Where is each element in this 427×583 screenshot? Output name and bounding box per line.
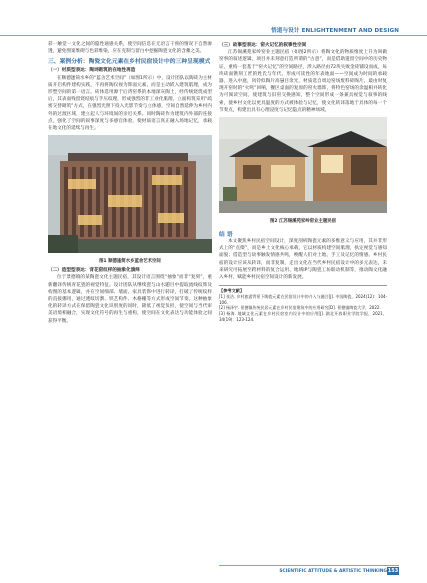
section-title: 三、案例分析：陶瓷文化元素在乡村民宿设计中的三种呈现模式	[48, 59, 211, 66]
figure-1-building-image	[48, 135, 212, 253]
conclusion-title: 结 语	[219, 232, 233, 239]
figure-2	[219, 117, 387, 225]
journal-section-header: 悟道与设计 ENLIGHTENMENT AND DESIGN	[271, 28, 399, 34]
subsection-3-title: （三）故事型表达：窑火记忆的叙事性空间	[219, 43, 307, 48]
subsection-2-body: 位于景德镇的某陶瓷文化主题民宿，其设计语言围绕“抽象”而非“复刻”，重新翻译传统青花瓷的视觉特征。设计团队从继续瓷与山水題目中提取流线纹饰及构图的基本逻辑，并在空间细部、墙面、家具装饰中进行转译，打破了传统纹样的直接挪用，通过透纹切割、铁艺构件、木格栅等方式形成空间节奏。这种抽象化的转译方式在保留陶瓷文化识别度的同时，降低了视觉负担，使空间与当代审美语境相融合，实现文化符号的再生与重构，使空间在文化表达与功能体验之间获得平衡。	[48, 275, 212, 324]
reference-item: [2] 杨泽宇. 景德镇传统民居元素在乡村民宿建筑中的应用研究[D]. 景德镇陶瓷大学，2022.	[219, 305, 381, 311]
reference-item: [1] 张洁. 乡村旅游背景下陶瓷元素在民宿设计中的介入与融合[J]. 中国陶瓷，2024(12)：104-106.	[219, 294, 387, 305]
references	[219, 285, 387, 322]
subsection-1-title: （一）材质型表达：陶词砌筑的在地性再造	[48, 68, 136, 74]
footer-divider	[219, 565, 399, 566]
subsection-2-title: （二）造型型表达：背花窑纹样的抽象化演绎	[48, 268, 140, 274]
header-divider	[0, 35, 427, 36]
right-column	[219, 41, 387, 322]
subsection-3-body: 江苏锡溪苑家岭窑业主题民宿（如图2所示）将陶文化的物质维度上升为叫做窑事的叙述逻辑，项目并未刻意打造所谓的“古意”，而是借助遗留空间中的历史物证，重构一套基于“窑火记忆”的空间路径，涉入路径由72块失败金砖铺设而成，每块砖面镌刻工匠的姓氏与年代，形成可读性的年表地面——空间成为时间的承载器，进入中庭，风铃似陶片高悬目余光，材质选自周边窑场废料碎陶片，最由时复现开窑时的“火鸣”回响，餐区桌面的复原的窑火墙饰，将特色窑场的余温相并转化为可阅读空间，使建筑与旧窑交换感知，整个空间形成一条兼具视觉与叙事的线索，使乡村文化以更具温度的方式被体验与记忆，使文化转译落地于具体的每一个节奏点，构建出具有心理浸度与记忆隐点的精神场域。	[219, 50, 387, 113]
figure-2-caption: 图2 江苏锡溪苑家岭窑业主题民宿	[269, 219, 337, 225]
intro-paragraph: 彩一触觉一文化之间的隐性通感关系，使空间信息在无语言干预的情况下自然渗透，避免图案堆砌与色彩堆染，应在克制与留白中挖掘陶瓷文化的含蓄之美。	[48, 42, 212, 55]
page-number: 153	[387, 568, 399, 574]
references-title: 【参考文献】	[219, 288, 245, 294]
journal-footer: SCIENTIFIC ATTITUDE & ARTISTIC THINKING	[279, 569, 387, 574]
conclusion-body: 本文聚焦乡村民宿空间设计，深度剖析陶瓷元素的多维意义与应用，其并非形式上的“点缀”，而是乡土文化核心承载，它以材质构建空间肌理，执定视觉与感知面貌；借造型与故事触发情感共鸣，唤醒人们对土地、手工及记忆的情感。乡村民宿的设计应该从转译，而非复制，走出文化在当代乡村民宿设计中的多元表达，未来研究可拓展至跨材料的复合运用、地域IP与陶瓷工坊联动机制等，推动陶文化融入乡村，赋能乡村民宿空间设计的新发展。	[219, 239, 387, 281]
left-column	[48, 41, 212, 325]
figure-1-caption: 图1 顺德逢简水乡蓝舍艺术空间	[99, 259, 161, 265]
subsection-1-body: 在顺德逢简水乡的“蓝舍艺术空间”（如图1所示）中，设计团队以陶砖为主材质开启构件建构实践，不再将陶仅视为饰面元素，而是主动嵌入建筑肌理，成为形塑空间的第一语言。砖体选用源于后湾窑系的本地深灰陶土，经传统烧烧成型后，其表面残留烧结痕与手压纹理，形成强烈的非工业化肌理。立面构筑采用“疏密交替砌筑”方式，在强烈光照下投入光影节奏与立体感，空间自然延伸为乡村内外的过渡区域，建立起人与环境间的亲近关系。同时陶砖作为建筑内外部的连接点，强化了空间的叙事深度与多感官体验，使材质语言真正融入场地记忆，承载在地文化的延续与再生。	[48, 75, 212, 132]
figure-1	[48, 135, 212, 265]
figure-2-building-image	[219, 117, 387, 213]
reference-item: [3] 杨海. 地域文化元素在乡村民宿室内设计中的应用[J]. 湖北开放职业学院学报，2021，34(19)：123-124.	[219, 311, 387, 322]
